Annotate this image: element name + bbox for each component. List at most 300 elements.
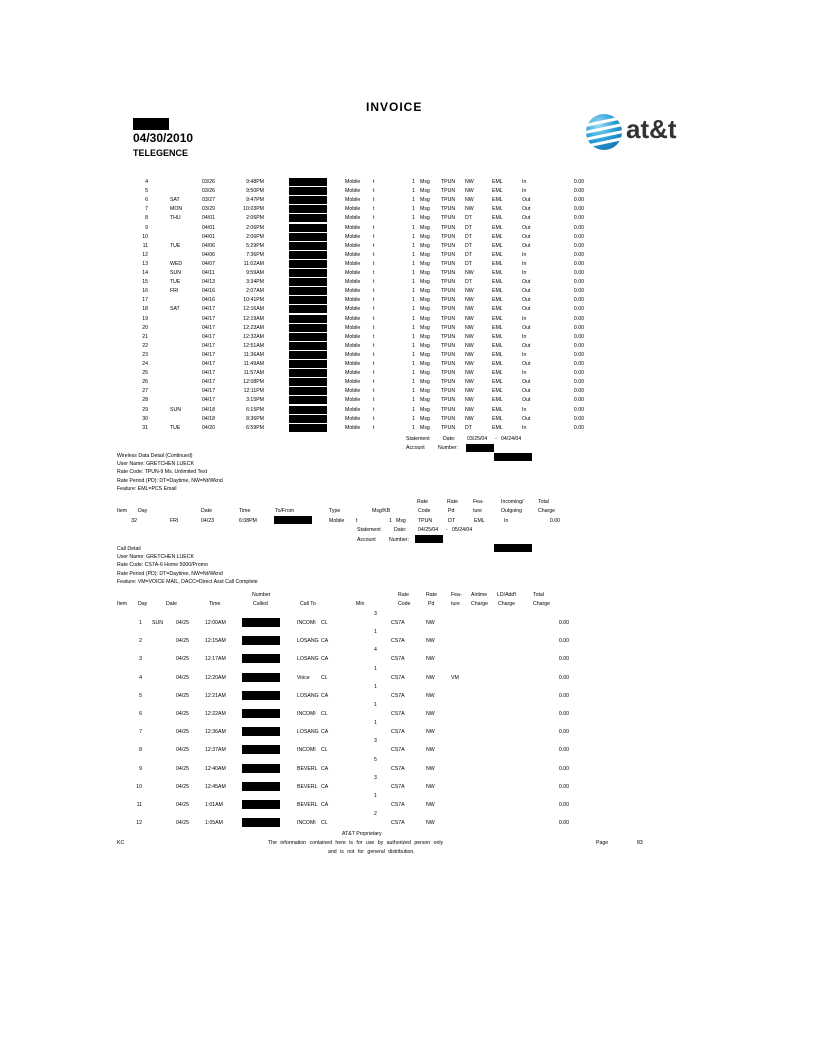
row-rate-pd: DT [465,242,472,249]
att-logo-text: at&t [626,114,677,144]
row-rate-pd: NW [465,297,474,304]
row-unit: Msg [420,270,430,276]
row-date: 04/06 [202,242,215,249]
row-rate-pd: NW [465,397,474,404]
row-charge: 0.00 [573,297,584,304]
row-date: 04/17 [202,361,215,367]
row-rate-pd: NW [465,388,474,395]
row-date: 04/20 [202,424,215,431]
row-unit: Msg [420,415,430,422]
row-unit: Msg [420,379,430,386]
row-rate-pd: NW [465,379,474,386]
row-t: t [373,260,375,267]
row-feature: EML [492,424,503,431]
redacted-number [289,387,327,395]
row-time: 12:08PM [243,379,264,386]
column-header: Item [117,508,128,514]
row-item: 2 [139,638,142,645]
row-qty: 1 [412,224,415,231]
row-type: Mobile [345,260,361,267]
row-rate-pd: NW [465,406,474,413]
redacted-number [289,406,327,414]
row-minutes: 4 [374,647,377,654]
row-date: 04/17 [202,351,215,358]
row-direction: Out [522,197,531,204]
row-rate-pd: NW [426,711,435,717]
row-rate-pd: NW [465,197,474,204]
footer-line-1: The information contained here is for use by authorized person only [268,840,444,846]
row-item: 20 [142,324,148,331]
row-direction: Out [522,415,531,422]
redacted-number [289,251,327,259]
row-unit: Msg [420,315,430,322]
row-rate-pd: DT [465,233,472,240]
row-time: 12:20AM [205,674,226,681]
column-header: LD/Add'l [497,592,517,598]
row-type: Mobile [345,388,361,395]
row-item: 14 [142,270,148,276]
row-feature: EML [492,342,503,349]
statement-label: Statement [406,436,430,442]
row-item: 6 [139,711,142,717]
row-feature: EML [492,197,503,204]
redacted-block [133,118,169,130]
statement-date-label: Date: [394,527,407,533]
row-charge: 0.00 [573,342,584,349]
row-rate-pd: NW [426,747,435,754]
row-qty: 1 [412,260,415,267]
row-direction: Out [522,288,531,295]
row-call-city: Voice [297,674,310,681]
row-time: 12:40AM [205,765,226,772]
row-item: 5 [145,188,148,195]
row-date: 04/25 [176,729,189,736]
row-item: 25 [142,370,148,377]
row-rate-pd: NW [465,324,474,331]
row-type: Mobile [345,188,361,195]
redacted-number [289,415,327,423]
redacted-block [494,544,532,552]
redacted-block [494,453,532,461]
row-rate-code: TPUN [441,297,456,304]
row-time: 6:15PM [246,406,264,413]
row-unit: Msg [420,306,430,313]
row-rate-pd: NW [465,315,474,322]
row-date: 04/25 [176,783,189,790]
row-charge: 0.00 [558,620,569,626]
row-t: t [373,306,375,313]
row-direction: Out [522,224,531,231]
row-item: 10 [136,783,142,790]
row-rate-pd: NW [426,674,435,681]
row-time: 12:17AM [205,656,226,663]
row-qty: 1 [412,397,415,404]
row-unit: Msg [420,351,430,358]
row-call-state: CA [321,729,329,736]
row-item: 23 [142,351,148,358]
row-time: 2:06PM [246,215,264,222]
row-time: 2:06PM [246,224,264,231]
row-rate-code: CS7A [391,765,405,772]
row-date: 04/17 [202,333,215,340]
row-item: 5 [139,692,142,699]
redacted-number [289,269,327,277]
statement-from: 03/25/04 [467,436,488,442]
row-rate-pd: NW [465,342,474,349]
row-feature: EML [492,279,503,286]
row-time: 12:32AM [243,333,264,340]
row-rate-code: CS7A [391,620,405,626]
row-t: t [373,397,375,404]
row-item: 31 [142,424,148,431]
row-time: 10:41PM [243,297,264,304]
statement-from: 04/25/04 [418,527,439,533]
row-type: Mobile [345,333,361,340]
row-qty: 1 [412,188,415,195]
row-direction: Out [522,297,531,304]
row-date: 04/17 [202,315,215,322]
row-type: Mobile [329,518,345,524]
row-direction: In [504,518,509,524]
row-item: 7 [145,206,148,213]
row-date: 04/17 [202,342,215,349]
row-qty: 1 [412,315,415,322]
row-qty: 1 [412,279,415,286]
row-rate-code: TPUN [441,415,456,422]
row-charge: 0.00 [573,361,584,367]
row-feature: EML [492,288,503,295]
column-header: Charge [498,601,516,607]
row-date: 04/25 [176,620,189,626]
row-unit: Msg [420,197,430,204]
row-rate-pd: NW [426,656,435,663]
row-item: 8 [145,215,148,222]
statement-to: 04/24/04 [501,436,522,442]
row-rate-code: TPUN [441,197,456,204]
row-date: 04/18 [202,406,215,413]
section-info-line: Rate Code: TPUN-9 Ms. Unlimited Text [117,469,208,476]
row-rate-pd: DT [465,279,472,286]
column-header: Fea- [473,499,484,505]
row-t: t [373,206,375,213]
column-header: Pd [448,508,455,514]
row-qty: 1 [412,270,415,276]
row-date: 04/18 [202,415,215,422]
redacted-number [289,369,327,377]
row-t: t [373,351,375,358]
row-call-state: CL [321,674,328,681]
row-date: 04/25 [176,692,189,699]
row-rate-pd: NW [426,620,435,626]
redacted-number [242,654,280,663]
row-minutes: 1 [374,665,377,672]
row-date: 04/01 [202,224,215,231]
row-time: 12:19AM [243,315,264,322]
row-item: 11 [142,242,148,249]
row-item: 26 [142,379,148,386]
row-date: 04/17 [202,306,215,313]
row-item: 18 [142,306,148,313]
row-charge: 0.00 [573,424,584,431]
row-unit: Msg [420,424,430,431]
statement-label: Statement [357,527,381,533]
row-call-city: LOSANG [297,638,319,645]
column-header: Pd [428,601,435,607]
row-charge: 0.00 [573,397,584,404]
row-type: Mobile [345,306,361,313]
row-time: 12:15AM [205,638,226,645]
row-rate-code: TPUN [441,351,456,358]
column-header: Type [329,508,341,514]
row-charge: 0.00 [573,197,584,204]
row-charge: 0.00 [573,324,584,331]
row-type: Mobile [345,315,361,322]
row-time: 2:06PM [246,233,264,240]
row-unit: Msg [420,370,430,377]
invoice-date: 04/30/2010 [133,131,194,145]
column-header: Date [201,508,212,514]
row-feature: EML [492,370,503,377]
row-t: t [373,242,375,249]
row-t: t [373,379,375,386]
row-minutes: 3 [374,611,377,617]
row-call-city: LOSANG [297,656,319,663]
redacted-number [242,636,280,645]
row-direction: Out [522,279,531,286]
column-header: Rate [426,592,437,598]
row-feature: EML [492,251,503,258]
footer-page-label: Page [596,840,609,846]
row-time: 11:57AM [243,370,264,377]
row-feature: VM [451,674,459,681]
redacted-number [289,378,327,386]
redacted-number [289,205,327,213]
column-header: Time [209,601,221,607]
row-rate-pd: NW [465,206,474,213]
row-type: Mobile [345,397,361,404]
row-call-city: INCOMI [297,747,316,754]
row-unit: Msg [420,188,430,195]
account-number-label: Number: [438,445,458,451]
row-item: 32 [131,518,137,524]
column-header: ture [473,508,482,514]
redacted-account-number [466,444,494,452]
row-t: t [373,342,375,349]
row-rate-pd: DT [465,251,472,258]
row-charge: 0.00 [573,279,584,286]
redacted-number [242,727,280,736]
row-qty: 1 [412,342,415,349]
row-rate-code: TPUN [441,215,456,222]
row-t: t [373,251,375,258]
row-t: t [373,388,375,395]
row-type: Mobile [345,379,361,386]
row-rate-code: TPUN [441,406,456,413]
row-item: 19 [142,315,148,322]
row-day: THU [170,215,181,222]
row-day: SAT [170,197,180,204]
row-charge: 0.00 [573,333,584,340]
row-t: t [373,233,375,240]
footer-kc: KC [117,840,125,846]
row-feature: EML [492,379,503,386]
row-type: Mobile [345,251,361,258]
att-globe-icon [586,114,622,150]
footer-proprietary: AT&T Proprietary [342,831,382,837]
row-date: 04/25 [176,711,189,717]
column-header: Day [138,601,148,607]
row-time: 8:36PM [246,415,264,422]
redacted-number [289,287,327,295]
row-direction: In [522,179,527,185]
row-feature: EML [492,333,503,340]
row-date: 04/23 [201,518,214,524]
row-rate-code: TPUN [441,233,456,240]
row-time: 6:59PM [246,424,264,431]
row-date: 04/17 [202,379,215,386]
row-call-state: CA [321,802,329,808]
section-info-line: Rate Code: CS7A-6 Home 5000/Promo [117,562,208,569]
row-qty: 1 [389,518,392,524]
row-item: 30 [142,415,148,422]
row-time: 12:11PM [243,388,264,395]
row-direction: In [522,270,527,276]
row-rate-pd: NW [426,638,435,645]
row-rate-code: TPUN [441,179,456,185]
row-feature: EML [474,518,485,524]
redacted-number [289,342,327,350]
row-type: Mobile [345,179,361,185]
redacted-number [242,691,280,700]
column-header: Call To [300,601,316,607]
row-call-state: CA [321,783,329,790]
row-time: 11:02AM [243,260,264,267]
row-rate-code: TPUN [441,370,456,377]
row-rate-code: TPUN [418,518,433,524]
row-rate-code: TPUN [441,260,456,267]
row-rate-pd: NW [465,179,474,185]
row-qty: 1 [412,179,415,185]
column-header: Charge [538,508,556,514]
redacted-number [289,305,327,313]
account-label: Account [406,445,425,451]
row-charge: 0.00 [558,656,569,663]
row-feature: EML [492,324,503,331]
row-charge: 0.00 [573,206,584,213]
row-unit: Msg [396,518,406,524]
row-qty: 1 [412,206,415,213]
row-feature: EML [492,415,503,422]
row-unit: Msg [420,215,430,222]
section-info-line: Call Detail [117,546,141,552]
row-minutes: 3 [374,738,377,745]
redacted-number [289,296,327,304]
row-qty: 1 [412,251,415,258]
row-charge: 0.00 [573,224,584,231]
column-header: Rate [398,592,409,598]
row-time: 12:23AM [243,324,264,331]
row-t: t [373,179,375,185]
section-info-line: Feature: EML=PCS Email [117,485,177,492]
row-rate-code: CS7A [391,638,405,645]
row-time: 7:36PM [246,251,264,258]
row-type: Mobile [345,351,361,358]
row-call-city: BEVERL [297,765,318,772]
section-info-line: Rate Period (PD): DT=Daytime, NW=Nt/Wknd [117,477,223,484]
row-rate-pd: NW [426,692,435,699]
row-item: 15 [142,279,148,286]
row-feature: EML [492,260,503,267]
row-qty: 1 [412,333,415,340]
row-rate-code: TPUN [441,242,456,249]
row-time: 11:36AM [243,351,264,358]
row-charge: 0.00 [573,288,584,295]
row-rate-pd: NW [465,361,474,367]
row-date: 04/25 [176,802,189,808]
row-date: 04/25 [176,747,189,754]
row-time: 1:05AM [205,820,223,827]
section-info-line: Rate Period (PD): DT=Daytime, NW=Nt/Wknd [117,570,223,577]
row-time: 10:03PM [243,206,264,213]
row-call-city: BEVERL [297,802,318,808]
row-feature: EML [492,306,503,313]
row-call-city: INCOMI [297,711,316,717]
row-call-city: LOSANG [297,692,319,699]
row-type: Mobile [345,406,361,413]
row-time: 12:36AM [205,729,226,736]
column-header: Msg/KB [372,508,391,514]
row-item: 9 [139,765,142,772]
column-header: Called [253,601,268,607]
row-rate-code: TPUN [441,279,456,286]
row-call-state: CL [321,711,328,717]
row-call-city: INCOMI [297,620,316,626]
row-item: 17 [142,297,148,304]
statement-to: 05/24/04 [452,527,473,533]
row-rate-code: TPUN [441,388,456,395]
row-rate-pd: NW [465,306,474,313]
row-feature: EML [492,179,503,185]
row-date: 04/16 [202,288,215,295]
row-rate-pd: NW [426,729,435,736]
redacted-number [289,214,327,222]
row-charge: 0.00 [573,233,584,240]
redacted-number [242,800,280,809]
row-item: 13 [142,260,148,267]
row-charge: 0.00 [558,765,569,772]
row-direction: In [522,406,527,413]
row-feature: EML [492,388,503,395]
row-time: 12:16AM [243,306,264,313]
column-header: Rate [417,499,428,505]
row-date: 04/17 [202,324,215,331]
footer-line-2: and is not for general distribution. [328,849,415,855]
row-item: 4 [139,674,142,681]
redacted-number [289,242,327,250]
row-t: t [373,224,375,231]
row-date: 04/25 [176,674,189,681]
row-feature: EML [492,397,503,404]
row-direction: In [522,351,527,358]
row-type: Mobile [345,370,361,377]
row-item: 10 [142,233,148,240]
row-call-state: CA [321,656,329,663]
row-time: 12:00AM [205,620,226,626]
row-charge: 0.00 [558,638,569,645]
row-unit: Msg [420,388,430,395]
row-item: 1 [139,620,142,626]
row-item: 22 [142,342,148,349]
